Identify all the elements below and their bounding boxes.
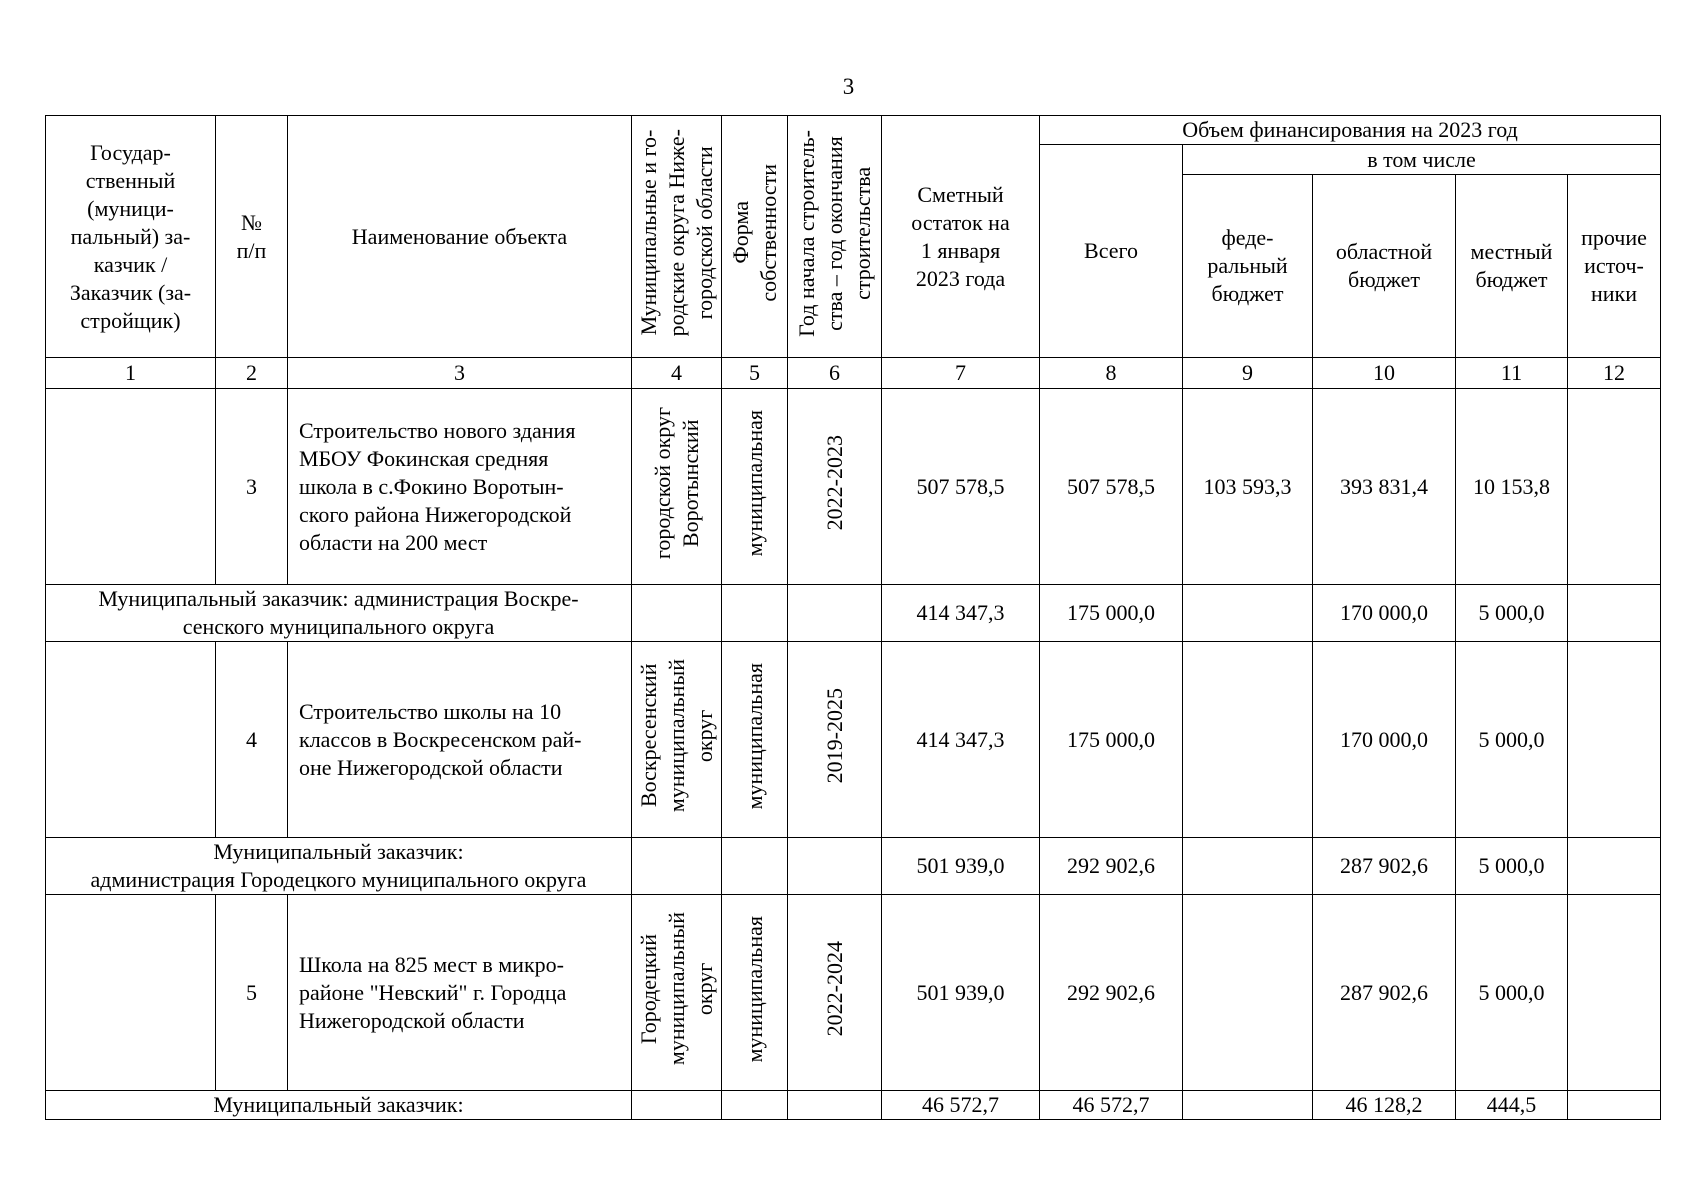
object-number: 4 [216,642,288,838]
header-other: прочие источ- ники [1568,175,1661,358]
municipality-cell-empty [632,1091,722,1120]
column-number-4: 4 [632,358,722,389]
page-number: 3 [842,74,855,99]
column-number-8: 8 [1040,358,1183,389]
construction-years: 2022-2023 [821,435,847,531]
estimate-value: 414 347,3 [882,642,1040,838]
years-cell-empty [788,585,882,642]
federal-value: 103 593,3 [1183,389,1313,585]
customer-row [46,1091,1661,1120]
ownership-form: муниципальная [741,915,767,1063]
customer-cell-empty [46,642,216,838]
estimate-value: 46 572,7 [882,1091,1040,1120]
object-name: Школа на 825 мест в микро- районе "Невский" г. Городца Нижегородской области [288,895,632,1091]
column-number-9: 9 [1183,358,1313,389]
federal-value [1183,1091,1313,1120]
header-customer: Государ- ственный (муници- пальный) за- казчик / Заказчик (за- стройщик) [46,116,216,358]
municipality-name: Воскресенский муниципальный округ [635,659,717,813]
regional-value: 170 000,0 [1313,642,1456,838]
local-value: 5 000,0 [1456,585,1568,642]
customer-label: Муниципальный заказчик: [46,1091,632,1120]
header-object-name: Наименование объекта [288,116,632,358]
federal-value [1183,585,1313,642]
column-number-1: 1 [46,358,216,389]
customer-label: Муниципальный заказчик: администрация Городецкого муниципального округа [46,838,632,895]
other-value [1568,642,1661,838]
total-value: 292 902,6 [1040,895,1183,1091]
municipality-cell-empty [632,585,722,642]
municipality-cell [632,895,722,1091]
ownership-cell [722,389,788,585]
municipality-name: городской округ Воротынский [649,406,703,560]
header-funding: Объем финансирования на 2023 год [1040,116,1661,145]
header-total: Всего [1040,145,1183,358]
total-value: 175 000,0 [1040,642,1183,838]
column-number-6: 6 [788,358,882,389]
customer-label: Муниципальный заказчик: администрация Воскре- сенского муниципального округа [46,585,632,642]
object-number: 3 [216,389,288,585]
header-ownership: Форма собственности [722,116,788,358]
construction-years: 2022-2024 [821,941,847,1037]
regional-value: 287 902,6 [1313,895,1456,1091]
regional-value: 393 831,4 [1313,389,1456,585]
total-value: 292 902,6 [1040,838,1183,895]
estimate-value: 501 939,0 [882,838,1040,895]
object-name: Строительство школы на 10 классов в Воскресенском рай- оне Нижегородской области [288,642,632,838]
column-number-3: 3 [288,358,632,389]
estimate-value: 501 939,0 [882,895,1040,1091]
regional-value: 170 000,0 [1313,585,1456,642]
other-value [1568,895,1661,1091]
federal-value [1183,895,1313,1091]
ownership-form: муниципальная [741,662,767,810]
column-number-2: 2 [216,358,288,389]
regional-value: 46 128,2 [1313,1091,1456,1120]
ownership-cell-empty [722,585,788,642]
years-cell [788,642,882,838]
object-row [46,895,1661,1091]
header-years: Год начала строитель- ства – год окончания строительства [788,116,882,358]
total-value: 46 572,7 [1040,1091,1183,1120]
object-number: 5 [216,895,288,1091]
funding-table [45,115,1661,1120]
estimate-value: 507 578,5 [882,389,1040,585]
object-row [46,389,1661,585]
column-number-10: 10 [1313,358,1456,389]
other-value [1568,585,1661,642]
column-number-11: 11 [1456,358,1568,389]
construction-years: 2019-2025 [821,688,847,784]
total-value: 507 578,5 [1040,389,1183,585]
federal-value [1183,838,1313,895]
customer-row [46,585,1661,642]
object-row [46,642,1661,838]
local-value: 10 153,8 [1456,389,1568,585]
customer-cell-empty [46,389,216,585]
ownership-cell-empty [722,838,788,895]
regional-value: 287 902,6 [1313,838,1456,895]
ownership-cell [722,895,788,1091]
local-value: 5 000,0 [1456,895,1568,1091]
municipality-cell [632,642,722,838]
header-federal: феде- ральный бюджет [1183,175,1313,358]
local-value: 5 000,0 [1456,642,1568,838]
ownership-cell [722,642,788,838]
municipality-cell [632,389,722,585]
years-cell-empty [788,838,882,895]
years-cell-empty [788,1091,882,1120]
customer-row [46,838,1661,895]
years-cell [788,389,882,585]
total-value: 175 000,0 [1040,585,1183,642]
header-regional: областной бюджет [1313,175,1456,358]
estimate-value: 414 347,3 [882,585,1040,642]
header-estimate: Сметный остаток на 1 января 2023 года [882,116,1040,358]
other-value [1568,838,1661,895]
municipality-cell-empty [632,838,722,895]
other-value [1568,389,1661,585]
years-cell [788,895,882,1091]
other-value [1568,1091,1661,1120]
column-number-row [46,358,1661,389]
column-number-7: 7 [882,358,1040,389]
header-including: в том числе [1183,145,1661,175]
header-municipality: Муниципальные и го- родские округа Ниже- городской области [632,116,722,358]
column-number-5: 5 [722,358,788,389]
local-value: 444,5 [1456,1091,1568,1120]
ownership-form: муниципальная [741,409,767,557]
customer-cell-empty [46,895,216,1091]
municipality-name: Городецкий муниципальный округ [635,912,717,1066]
federal-value [1183,642,1313,838]
header-number: № п/п [216,116,288,358]
object-name: Строительство нового здания МБОУ Фокинская средняя школа в с.Фокино Воротын- ского района Нижегородской области на 200 мест [288,389,632,585]
local-value: 5 000,0 [1456,838,1568,895]
header-local: местный бюджет [1456,175,1568,358]
ownership-cell-empty [722,1091,788,1120]
column-number-12: 12 [1568,358,1661,389]
